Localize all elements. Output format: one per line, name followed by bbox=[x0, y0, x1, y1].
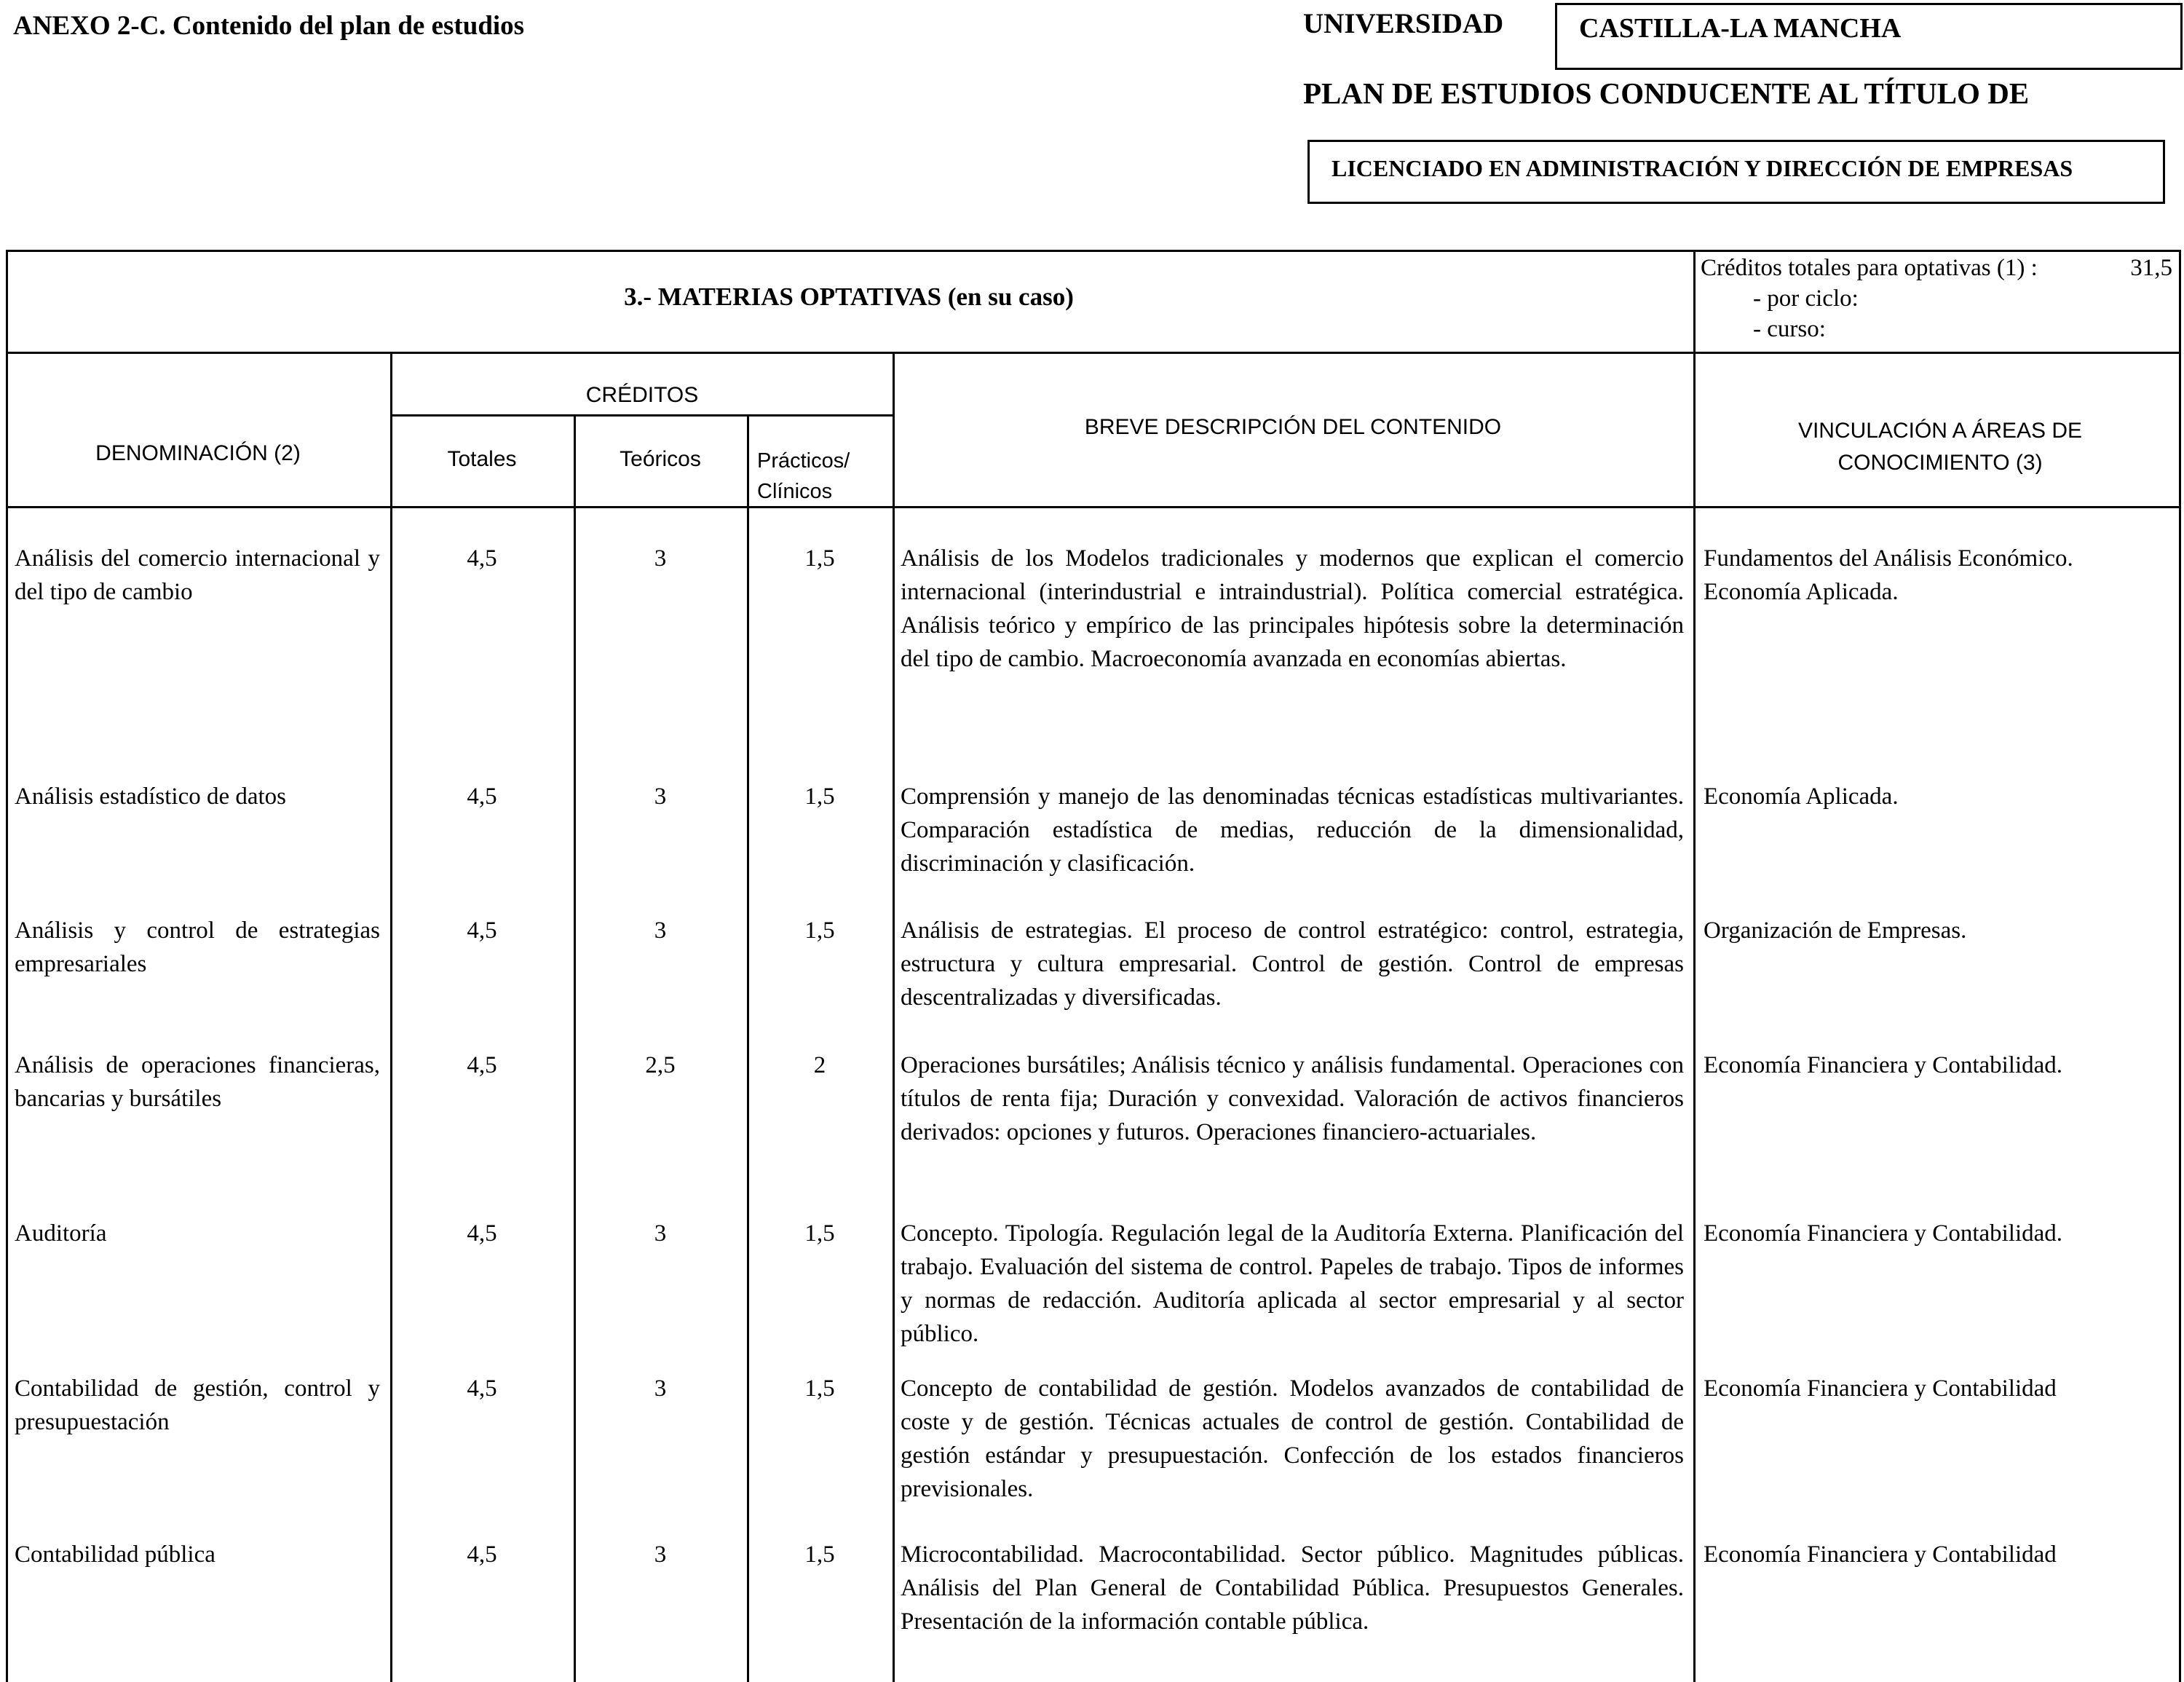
row-practicos: 2 bbox=[813, 1052, 826, 1078]
row-name: Análisis estadístico de datos bbox=[15, 783, 287, 810]
row-description: Concepto de contabilidad de gestión. Modelos avanzados de contabilidad de coste y de gestión. Técnicas actuales de control de gestión. Contabilidad de gestión estándar y presupuestación. Confección de los estados financieros previsionales. bbox=[901, 1375, 1684, 1502]
row-area: Economía Financiera y Contabilidad. bbox=[1704, 1220, 2063, 1247]
row-name: Análisis del comercio internacional y del tipo de cambio bbox=[15, 545, 380, 605]
row-practicos: 1,5 bbox=[804, 1220, 835, 1247]
credits-total-block bbox=[1701, 253, 2172, 344]
row-teoricos: 3 bbox=[654, 1541, 667, 1568]
row-teoricos: 3 bbox=[654, 1220, 667, 1247]
row-description: Análisis de los Modelos tradicionales y modernos que explican el comercio internacional (interindustrial e intraindustrial). Política comercial estratégica. Análisis teórico y empírico de las principales hipótesis sobre la determinación del tipo de cambio. Macroeconomía avanzada en economías abiertas. bbox=[901, 545, 1684, 672]
row-area: Economía Aplicada. bbox=[1704, 783, 1899, 810]
university-name-box bbox=[1555, 3, 2183, 70]
row-totales: 4,5 bbox=[467, 1052, 497, 1078]
row-area: Economía Financiera y Contabilidad bbox=[1704, 1541, 2057, 1568]
course-label: - curso: bbox=[1753, 316, 1826, 342]
per-cycle-label: - por ciclo: bbox=[1753, 285, 1859, 312]
row-name: Auditoría bbox=[15, 1220, 107, 1247]
university-name: CASTILLA-LA MANCHA bbox=[1579, 13, 1902, 44]
row-area: Economía Financiera y Contabilidad bbox=[1704, 1375, 2057, 1402]
col-totales: Totales bbox=[447, 447, 517, 471]
row-description: Operaciones bursátiles; Análisis técnico y análisis fundamental. Operaciones con títulos de renta fija; Duración y convexidad. Valoración de activos financieros derivados: opciones y futuros. Operaciones financiero-actuariales. bbox=[901, 1052, 1684, 1145]
row-area: Economía Financiera y Contabilidad. bbox=[1704, 1052, 2063, 1078]
degree-box bbox=[1307, 140, 2165, 204]
section-title: 3.- MATERIAS OPTATIVAS (en su caso) bbox=[624, 283, 1074, 311]
annex-title: ANEXO 2-C. Contenido del plan de estudios bbox=[13, 11, 525, 41]
row-totales: 4,5 bbox=[467, 1220, 497, 1247]
university-label: UNIVERSIDAD bbox=[1303, 8, 1504, 39]
row-practicos: 1,5 bbox=[804, 545, 835, 572]
row-totales: 4,5 bbox=[467, 917, 497, 944]
row-totales: 4,5 bbox=[467, 545, 497, 572]
col-creditos: CRÉDITOS bbox=[585, 383, 699, 407]
row-description: Análisis de estrategias. El proceso de control estratégico: control, estrategia, estructura y cultura empresarial. Control de gestión. Control de empresas descentralizadas y diversificadas. bbox=[901, 917, 1684, 1011]
row-name: Análisis de operaciones financieras, bancarias y bursátiles bbox=[15, 1052, 380, 1112]
row-totales: 4,5 bbox=[467, 1541, 497, 1568]
row-description: Concepto. Tipología. Regulación legal de la Auditoría Externa. Planificación del trabajo. Evaluación del sistema de control. Papeles de trabajo. Tipos de informes y normas de redacción. Auditoría aplicada al sector empresarial y al sector público. bbox=[901, 1220, 1684, 1347]
col-descripcion: BREVE DESCRIPCIÓN DEL CONTENIDO bbox=[1084, 415, 1502, 439]
row-name: Contabilidad de gestión, control y presupuestación bbox=[15, 1375, 380, 1435]
row-name: Contabilidad pública bbox=[15, 1541, 215, 1568]
row-name: Análisis y control de estrategias empresariales bbox=[15, 917, 380, 977]
col-practicos: Prácticos/ Clínicos bbox=[757, 449, 850, 503]
row-teoricos: 2,5 bbox=[645, 1052, 676, 1078]
row-practicos: 1,5 bbox=[804, 917, 835, 944]
row-totales: 4,5 bbox=[467, 783, 497, 810]
row-description: Comprensión y manejo de las denominadas técnicas estadísticas multivariantes. Comparación estadística de medias, reducción de la dimensionalidad, discriminación y clasificación. bbox=[901, 783, 1684, 877]
row-teoricos: 3 bbox=[654, 917, 667, 944]
row-teoricos: 3 bbox=[654, 545, 667, 572]
row-practicos: 1,5 bbox=[804, 1375, 835, 1402]
row-practicos: 1,5 bbox=[804, 783, 835, 810]
credits-total-label: Créditos totales para optativas (1) : bbox=[1701, 255, 2038, 281]
col-vinculacion: VINCULACIÓN A ÁREAS DE CONOCIMIENTO (3) bbox=[1797, 419, 2083, 475]
row-description: Microcontabilidad. Macrocontabilidad. Sector público. Magnitudes públicas. Análisis del Plan General de Contabilidad Pública. Presupuestos Generales. Presentación de la información contable pública. bbox=[901, 1541, 1684, 1635]
col-teoricos: Teóricos bbox=[620, 447, 701, 471]
row-teoricos: 3 bbox=[654, 1375, 667, 1402]
row-area: Fundamentos del Análisis Económico. Economía Aplicada. bbox=[1704, 545, 2073, 605]
plan-title: PLAN DE ESTUDIOS CONDUCENTE AL TÍTULO DE bbox=[1303, 76, 2030, 110]
row-area: Organización de Empresas. bbox=[1704, 917, 1967, 944]
credits-total-value: 31,5 bbox=[2130, 255, 2172, 281]
row-teoricos: 3 bbox=[654, 783, 667, 810]
row-practicos: 1,5 bbox=[804, 1541, 835, 1568]
col-denominacion: DENOMINACIÓN (2) bbox=[95, 441, 301, 465]
row-totales: 4,5 bbox=[467, 1375, 497, 1402]
degree-name: LICENCIADO EN ADMINISTRACIÓN Y DIRECCIÓN DE EMPRESAS bbox=[1332, 155, 2073, 181]
